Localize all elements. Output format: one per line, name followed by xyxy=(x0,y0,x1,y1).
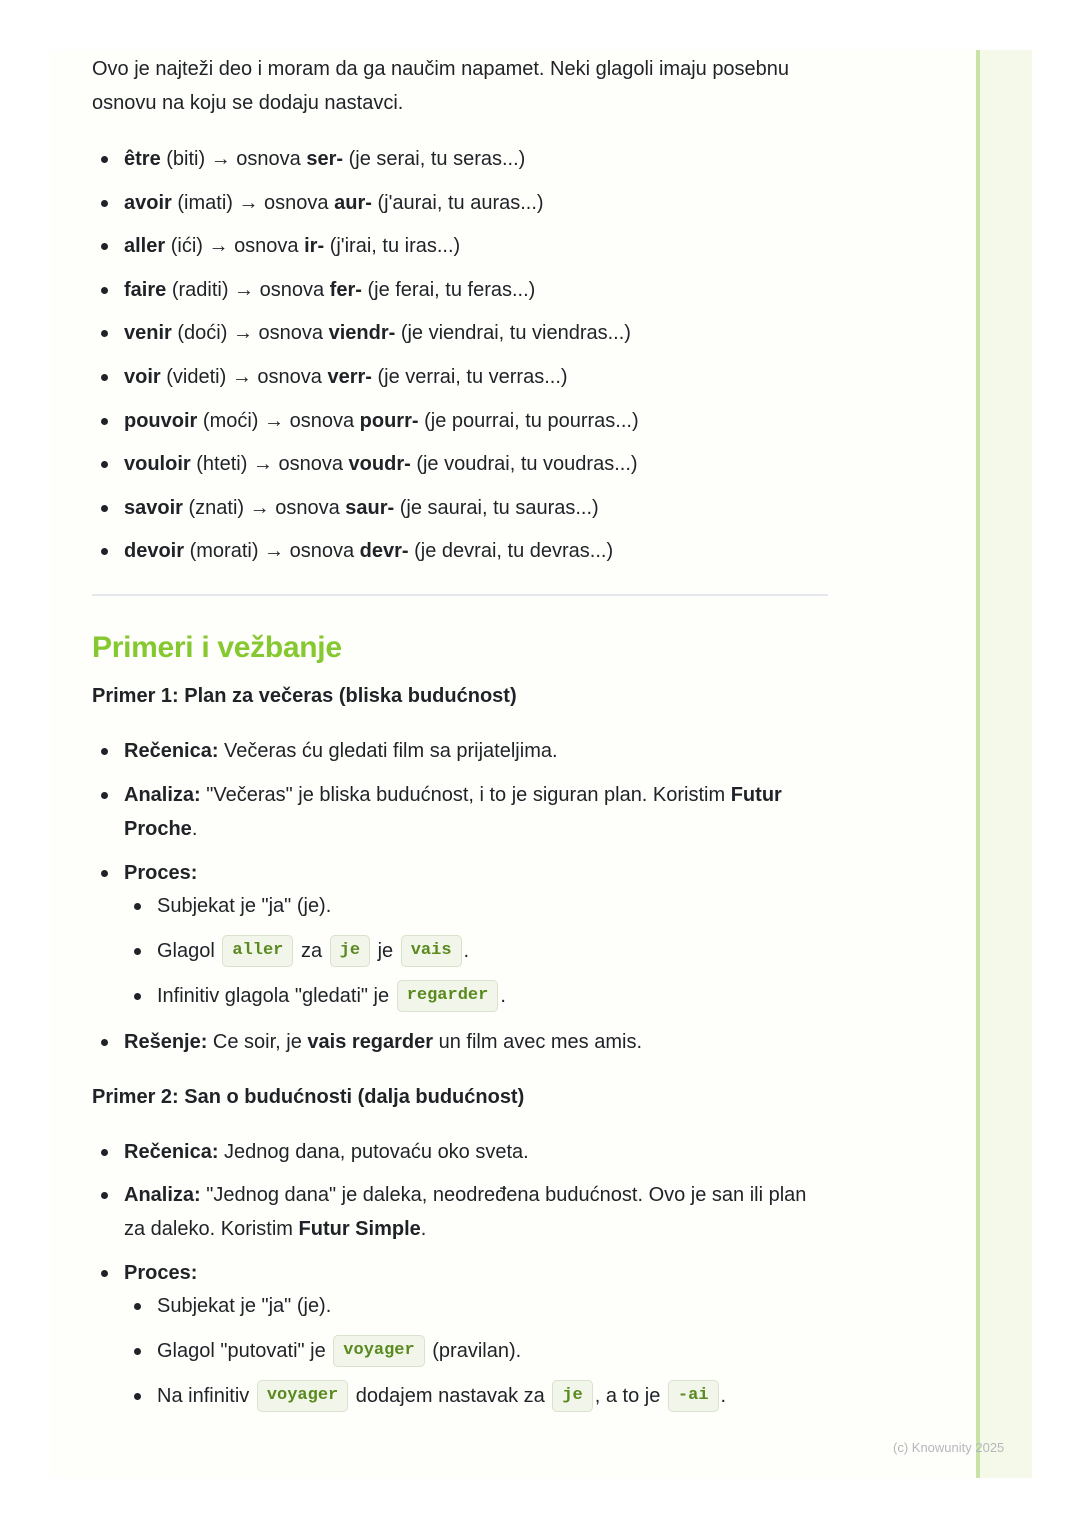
intro-paragraph: Ovo je najteži deo i moram da ga naučim napamet. Neki glagoli imaju posebnu osnovu na koju se dodaju nastavci. xyxy=(92,58,790,114)
code-je: je xyxy=(330,935,370,967)
list-item: pouvoir (moći) → osnova pourr- (je pourrai, tu pourras...) xyxy=(124,404,832,438)
list-item-resenje: Rešenje: Ce soir, je vais regarder un film avec mes amis. xyxy=(124,1025,832,1059)
list-item-recenica: Rečenica: Večeras ću gledati film sa prijateljima. xyxy=(124,734,832,768)
section-title: Primeri i vežbanje xyxy=(92,631,342,665)
example-2 xyxy=(92,1081,832,1413)
code-aller: aller xyxy=(222,935,293,967)
step-item: Infinitiv glagola "gledati" je regarder . xyxy=(157,979,832,1013)
list-item: savoir (znati) → osnova saur- (je saurai, tu sauras...) xyxy=(124,491,832,525)
code-voyager: voyager xyxy=(333,1335,424,1367)
step-item: Subjekat je "ja" (je). xyxy=(157,889,832,923)
code-ai-ending: -ai xyxy=(668,1380,719,1412)
code-regarder: regarder xyxy=(397,980,499,1012)
arrow-icon: → xyxy=(264,409,285,432)
list-item: vouloir (hteti) → osnova voudr- (je voudrai, tu voudras...) xyxy=(124,447,832,481)
step-item: Glagol "putovati" je voyager (pravilan). xyxy=(157,1334,832,1368)
proces-steps xyxy=(124,1289,832,1413)
code-je: je xyxy=(552,1380,592,1412)
step-item: Glagol aller za je je vais . xyxy=(157,934,832,968)
arrow-icon: → xyxy=(234,278,255,301)
list-item: faire (raditi) → osnova fer- (je ferai, tu feras...) xyxy=(124,273,832,307)
arrow-icon: → xyxy=(252,453,273,476)
document-content xyxy=(92,52,832,1435)
list-item: devoir (morati) → osnova devr- (je devrai, tu devras...) xyxy=(124,534,832,568)
arrow-icon: → xyxy=(249,496,270,519)
list-item-proces: Proces: Subjekat je "ja" (je). Glagol aller za je je vais . Infinitiv glagola "gledati" je regarder . xyxy=(124,856,832,1013)
arrow-icon: → xyxy=(238,191,259,214)
arrow-icon: → xyxy=(210,148,231,170)
arrow-icon: → xyxy=(232,322,253,345)
list-item: voir (videti) → osnova verr- (je verrai, tu verras...) xyxy=(124,360,832,394)
proces-steps xyxy=(124,889,832,1013)
example-1 xyxy=(92,680,832,1058)
code-voyager: voyager xyxy=(257,1380,348,1412)
list-item-analiza: Analiza: "Večeras" je bliska budućnost, i to je siguran plan. Koristim Futur Proche. xyxy=(124,778,832,846)
copyright-footer: (c) Knowunity 2025 xyxy=(893,1440,1005,1455)
example-1-title: Primer 1: Plan za večeras (bliska budućnost) xyxy=(92,685,517,708)
arrow-icon: → xyxy=(231,365,252,388)
list-item-proces: Proces: Subjekat je "ja" (je). Glagol "putovati" je voyager (pravilan). Na infinitiv voyager dodajem nastavak za je , a to je -ai . xyxy=(124,1256,832,1413)
arrow-icon: → xyxy=(208,235,229,258)
section-divider xyxy=(92,594,828,596)
list-item: être (biti) → osnova ser- (je serai, tu seras...) xyxy=(124,142,832,176)
example-2-list xyxy=(92,1135,832,1413)
example-2-title: Primer 2: San o budućnosti (dalja budućnost) xyxy=(92,1085,525,1108)
list-item-analiza: Analiza: "Jednog dana" je daleka, neodređena budućnost. Ovo je san ili plan za daleko. Koristim Futur Simple. xyxy=(124,1178,832,1246)
step-item: Na infinitiv voyager dodajem nastavak za je , a to je -ai . xyxy=(157,1379,832,1413)
code-vais: vais xyxy=(401,935,462,967)
list-item: aller (ići) → osnova ir- (j'irai, tu iras...) xyxy=(124,229,832,263)
list-item: avoir (imati) → osnova aur- (j'aurai, tu auras...) xyxy=(124,186,832,220)
list-item-recenica: Rečenica: Jednog dana, putovaću oko sveta. xyxy=(124,1135,832,1169)
side-margin-strip xyxy=(976,50,1032,1478)
list-item: venir (doći) → osnova viendr- (je viendrai, tu viendras...) xyxy=(124,316,832,350)
arrow-icon: → xyxy=(264,540,285,563)
step-item: Subjekat je "ja" (je). xyxy=(157,1289,832,1323)
irregular-stems-list xyxy=(92,142,832,568)
example-1-list xyxy=(92,734,832,1058)
